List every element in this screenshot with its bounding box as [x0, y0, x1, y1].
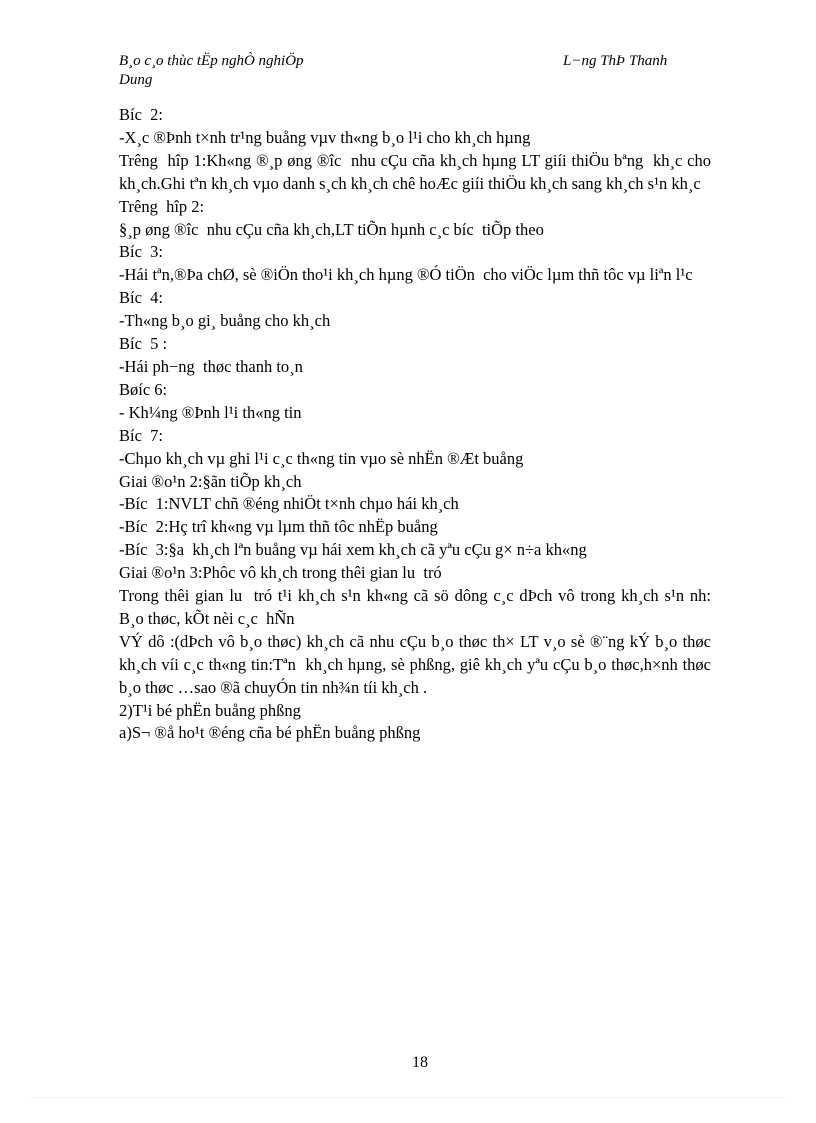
line-step-2: Bíc 2:: [119, 105, 163, 124]
page-number: 18: [412, 1054, 428, 1071]
page-header: [119, 52, 689, 90]
line-confirm: - Kh¼ng ®Þnh l¹i th«ng tin: [119, 402, 302, 422]
line-phase-2-step-3: -Bíc 3:§a kh¸ch lªn buång vµ hái xem kh¸ch cã yªu cÇu g× n÷a kh«ng: [119, 540, 587, 560]
line-subsection-a: a)S¬ ®å ho¹t ®éng cña bé phËn buång phßng: [119, 723, 421, 743]
line-step-5: Bíc 5 :: [119, 334, 168, 354]
line-check-room: -X¸c ®Þnh t×nh tr¹ng buång vµv th«ng b¸o l¹i cho kh¸ch hµng: [119, 127, 531, 147]
line-step-6: Bøíc 6:: [119, 379, 168, 399]
document-body: [119, 104, 720, 745]
footer-divider: [30, 1097, 786, 1098]
line-example: VÝ dô :(dÞch vô b¸o thøc) kh¸ch cã nhu cÇu b¸o thøc th× LT v¸o sè ®¨ng kÝ b¸o thøc kh¸ch víi c¸c th«ng tin:Tªn kh¸ch hµng, sè phßng, giê kh¸ch yªu cÇu b¸o thøc,h×nh thøc b¸o thøc …sao ®ã chuyÓn tin nh¾n tíi kh¸ch .: [119, 631, 716, 697]
line-phase-2: Giai ®o¹n 2:§ãn tiÕp kh¸ch: [119, 471, 302, 491]
line-phase-2-step-1: -Bíc 1:NVLT chñ ®éng nhiÖt t×nh chµo hái kh¸ch: [119, 494, 459, 514]
line-ask-name: -Hái tªn,®Þa chØ, sè ®iÖn tho¹i kh¸ch hµng ®Ó tiÖn cho viÖc lµm thñ tôc vµ liªn l¹c: [119, 265, 693, 285]
line-case-2-heading: Trêng hîp 2:: [119, 196, 205, 216]
line-price: -Th«ng b¸o gi¸ buång cho kh¸ch: [119, 311, 331, 331]
header-left: B¸o c¸o thùc tËp nghÒ nghiÖp Dung: [119, 53, 304, 88]
line-case-2: §¸p øng ®îc nhu cÇu cña kh¸ch,LT tiÕn hµnh c¸c bíc tiÕp theo: [119, 219, 544, 239]
line-payment: -Hái ph−ng thøc thanh to¸n: [119, 356, 303, 376]
line-step-7: Bíc 7:: [119, 425, 163, 445]
line-record: -Chµo kh¸ch vµ ghi l¹i c¸c th«ng tin vµo sè nhËn ®Æt buång: [119, 448, 524, 468]
line-case-1: Trêng hîp 1:Kh«ng ®¸p øng ®îc nhu cÇu cña kh¸ch hµng LT giíi thiÖu bªng kh¸c cho kh¸ch.Ghi tªn kh¸ch vµo danh s¸ch kh¸ch chê hoÆc giíi thiÖu kh¸ch sang kh¸ch s¹n kh¸c: [119, 150, 716, 193]
line-stay-services: Trong thêi gian lu tró t¹i kh¸ch s¹n kh«ng cã sö dông c¸c dÞch vô trong kh¸ch s¹n nh: B¸o thøc, kÕt nèi c¸c hÑn: [119, 586, 720, 628]
line-phase-3: Giai ®o¹n 3:Phôc vô kh¸ch trong thêi gian lu tró: [119, 563, 442, 583]
line-step-4: Bíc 4:: [119, 288, 163, 308]
line-phase-2-step-2: -Bíc 2:Hç trî kh«ng vµ lµm thñ tôc nhËp buång: [119, 517, 438, 537]
line-section-housekeeping: 2)T¹i bé phËn buång phßng: [119, 700, 301, 720]
header-right: L−ng ThÞ Thanh: [563, 53, 668, 69]
line-step-3: Bíc 3:: [119, 242, 163, 262]
